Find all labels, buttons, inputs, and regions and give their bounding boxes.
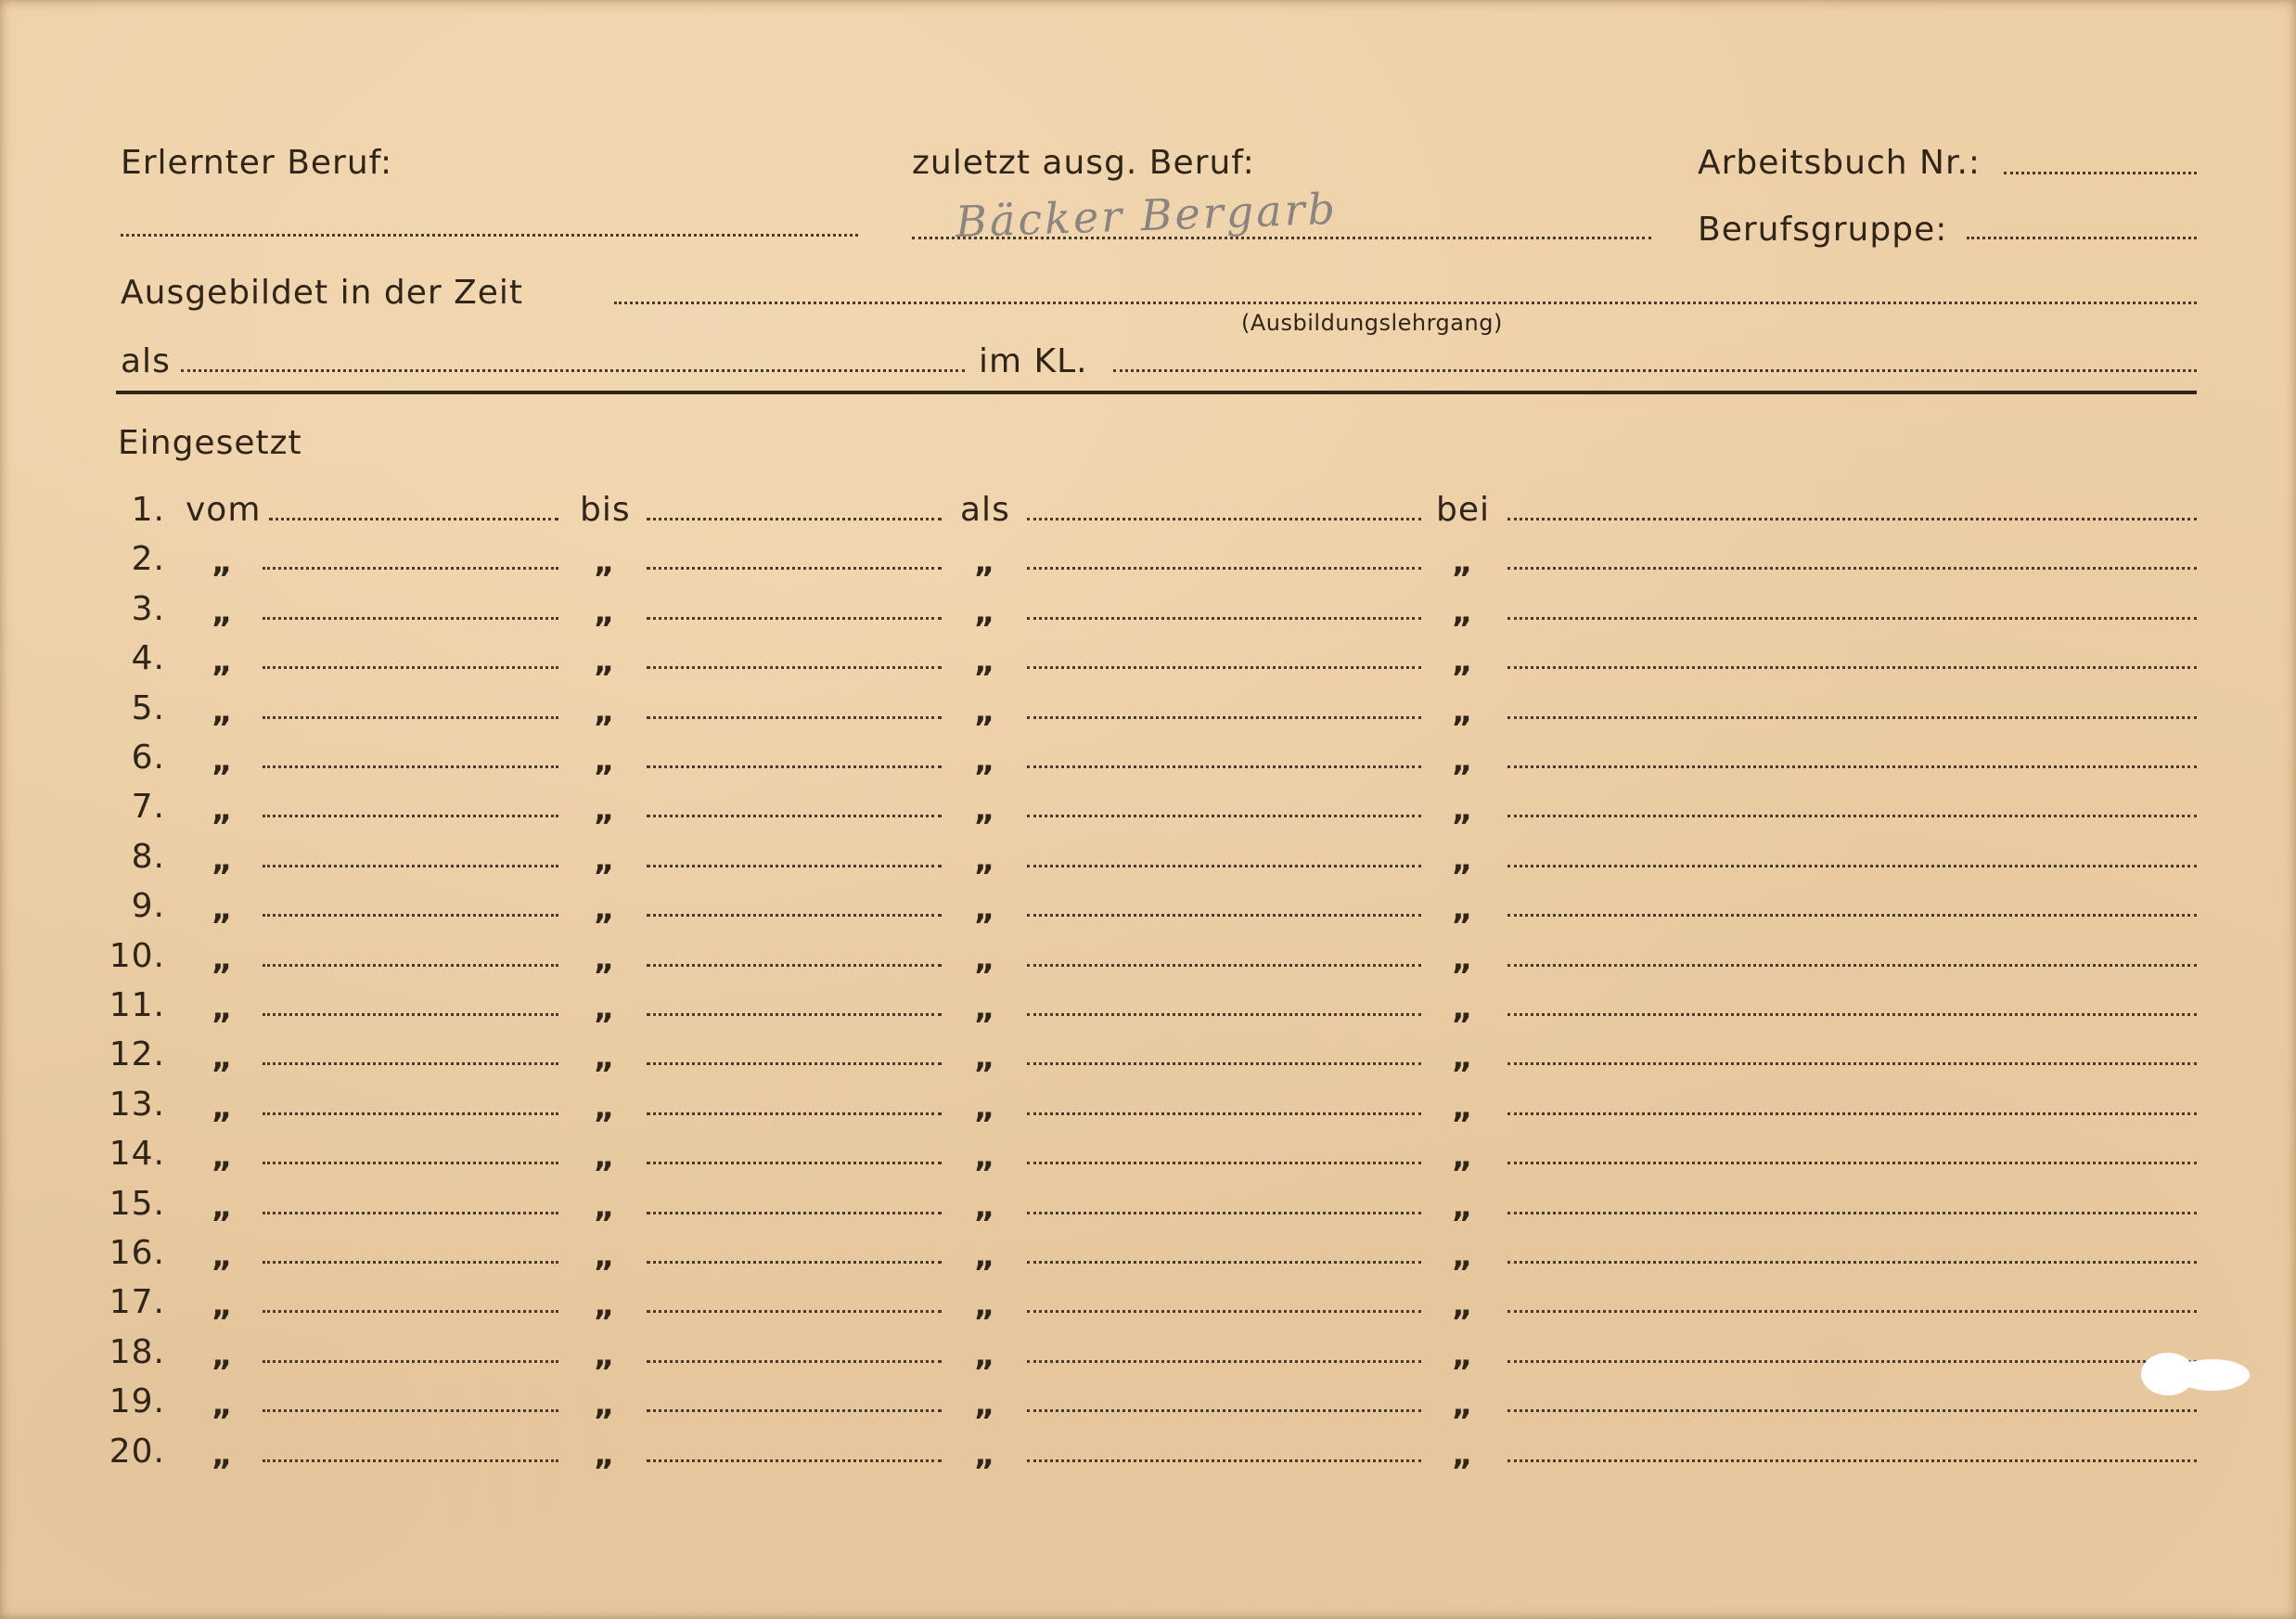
row-number: 6. [131,739,165,777]
ditto-mark: „ [1452,891,1471,928]
ditto-mark: „ [594,693,613,730]
ditto-mark: „ [212,1238,231,1275]
ditto-mark: „ [974,693,994,730]
ditto-mark: „ [974,1386,994,1423]
ditto-mark: „ [212,891,231,928]
vom-field[interactable] [263,815,558,817]
bis-field[interactable] [647,1013,942,1016]
bei-field[interactable] [1507,666,2197,669]
ditto-mark: „ [212,742,231,779]
arbeitsbuch-label: Arbeitsbuch Nr.: [1698,144,1982,182]
bei-field[interactable] [1507,567,2197,570]
ditto-mark: „ [1452,594,1471,631]
ditto-mark: „ [974,643,994,680]
bis-field[interactable] [647,1409,942,1412]
vom-field[interactable] [263,914,558,917]
row-number: 17. [109,1283,165,1321]
bei-field[interactable] [1507,1162,2197,1164]
vom-field[interactable] [263,1112,558,1115]
ditto-mark: „ [212,1436,231,1473]
ditto-mark: „ [212,1189,231,1226]
ditto-mark: „ [594,891,613,928]
ditto-mark: „ [1452,842,1471,879]
ditto-mark: „ [974,990,994,1027]
bei-field[interactable] [1507,1459,2197,1462]
berufsgruppe-label: Berufsgruppe: [1698,211,1948,249]
ditto-mark: „ [974,791,994,829]
ditto-mark: „ [212,594,231,631]
bei-field[interactable] [1507,617,2197,620]
ditto-mark: „ [594,1189,613,1226]
ditto-mark: „ [212,643,231,680]
bis-field[interactable] [647,1360,942,1363]
vom-field[interactable] [263,1013,558,1016]
ditto-mark: „ [974,1337,994,1374]
eingesetzt-heading: Eingesetzt [118,424,302,462]
ditto-mark: „ [212,941,231,978]
vom-field[interactable] [263,765,558,768]
ditto-mark: „ [974,1238,994,1275]
ditto-mark: „ [974,1189,994,1226]
als-field-row[interactable] [1027,1310,1421,1313]
vom-field[interactable] [263,964,558,967]
ditto-mark: „ [974,594,994,631]
ditto-mark: „ [212,990,231,1027]
bis-field[interactable] [647,1062,942,1065]
bis-field[interactable] [647,666,942,669]
ausgebildet-field[interactable] [614,302,2197,304]
als-field-row[interactable] [1027,815,1421,817]
als-field-row[interactable] [1027,1459,1421,1462]
vom-field[interactable] [269,518,558,520]
bei-field[interactable] [1507,1112,2197,1115]
bei-field[interactable] [1507,815,2197,817]
zuletzt-beruf-handwritten-value: Bäcker Bergarb [955,183,1339,248]
ausbildungslehrgang-caption: (Ausbildungslehrgang) [1241,310,1503,336]
als-field-row[interactable] [1027,1212,1421,1214]
row-number: 7. [131,788,165,826]
bei-label: bei [1436,491,1491,529]
row-number: 8. [131,838,165,876]
als-field-row[interactable] [1027,1013,1421,1016]
bis-field[interactable] [647,1261,942,1264]
ditto-mark: „ [974,544,994,581]
als-field-row[interactable] [1027,1360,1421,1363]
vom-field[interactable] [263,567,558,570]
als-field-row[interactable] [1027,716,1421,719]
ditto-mark: „ [974,1039,994,1076]
row-number: 14. [109,1135,165,1173]
bei-field[interactable] [1507,1409,2197,1412]
ditto-mark: „ [1452,941,1471,978]
row-number: 9. [131,887,165,925]
bei-field[interactable] [1507,716,2197,719]
ditto-mark: „ [974,1138,994,1176]
ditto-mark: „ [212,1337,231,1374]
bei-field[interactable] [1507,1360,2197,1363]
ausgebildet-label: Ausgebildet in der Zeit [121,274,524,312]
ditto-mark: „ [212,791,231,829]
als-field-row[interactable] [1027,1409,1421,1412]
bis-field[interactable] [647,765,942,768]
bis-field[interactable] [647,617,942,620]
row-number: 5. [131,689,165,727]
bis-field[interactable] [647,518,942,520]
ditto-mark: „ [212,842,231,879]
bei-field[interactable] [1507,1212,2197,1214]
vom-field[interactable] [263,1212,558,1214]
vom-field[interactable] [263,1360,558,1363]
bis-field[interactable] [647,1459,942,1462]
bis-field[interactable] [647,815,942,817]
bei-field[interactable] [1507,865,2197,867]
im-kl-label: im KL. [979,342,1088,380]
row-number: 13. [109,1086,165,1124]
vom-field[interactable] [263,1459,558,1462]
ditto-mark: „ [212,1287,231,1324]
bei-field[interactable] [1507,1310,2197,1313]
bei-field[interactable] [1507,518,2197,520]
row-number: 16. [109,1234,165,1272]
ditto-mark: „ [1452,1238,1471,1275]
ditto-mark: „ [974,941,994,978]
im-kl-field[interactable] [1113,369,2197,372]
arbeitsbuch-field[interactable] [2004,172,2197,174]
ditto-mark: „ [974,1436,994,1473]
als-field-row[interactable] [1027,964,1421,967]
ditto-mark: „ [1452,1189,1471,1226]
zuletzt-beruf-label: zuletzt ausg. Beruf: [912,144,1255,182]
ditto-mark: „ [594,1436,613,1473]
row-number: 1. [131,491,165,529]
ditto-mark: „ [974,891,994,928]
bis-field[interactable] [647,964,942,967]
ditto-mark: „ [594,1039,613,1076]
erlernter-beruf-field[interactable] [121,234,858,237]
ditto-mark: „ [594,990,613,1027]
ditto-mark: „ [1452,1337,1471,1374]
bei-field[interactable] [1507,1013,2197,1016]
vom-label: vom [186,491,262,529]
ditto-mark: „ [594,742,613,779]
bis-field[interactable] [647,1212,942,1214]
ditto-mark: „ [1452,791,1471,829]
ditto-mark: „ [212,693,231,730]
ditto-mark: „ [594,1337,613,1374]
ditto-mark: „ [594,791,613,829]
bis-field[interactable] [647,1310,942,1313]
bis-field[interactable] [647,1162,942,1164]
row-number: 11. [109,986,165,1024]
als-field-row[interactable] [1027,914,1421,917]
vom-field[interactable] [263,1062,558,1065]
ditto-mark: „ [1452,1386,1471,1423]
ditto-mark: „ [594,1138,613,1176]
row-number: 12. [109,1035,165,1073]
ditto-mark: „ [594,1238,613,1275]
ditto-mark: „ [594,1089,613,1126]
als-field[interactable] [181,369,965,372]
bis-field[interactable] [647,567,942,570]
als-field-row[interactable] [1027,765,1421,768]
als-field-row[interactable] [1027,1062,1421,1065]
als-field-row[interactable] [1027,666,1421,669]
bis-field[interactable] [647,1112,942,1115]
row-number: 18. [109,1333,165,1371]
punch-hole-tear [2175,1359,2250,1391]
vom-field[interactable] [263,666,558,669]
erlernter-beruf-label: Erlernter Beruf: [121,144,393,182]
vom-field[interactable] [263,1310,558,1313]
ditto-mark: „ [212,1386,231,1423]
vom-field[interactable] [263,617,558,620]
row-number: 2. [131,540,165,578]
vom-field[interactable] [263,716,558,719]
ditto-mark: „ [1452,1039,1471,1076]
ditto-mark: „ [1452,1089,1471,1126]
row-number: 3. [131,590,165,628]
ditto-mark: „ [212,1089,231,1126]
vom-field[interactable] [263,865,558,867]
als-field-row[interactable] [1027,617,1421,620]
ditto-mark: „ [1452,742,1471,779]
ditto-mark: „ [1452,544,1471,581]
ditto-mark: „ [974,1287,994,1324]
ditto-mark: „ [212,1138,231,1176]
bei-field[interactable] [1507,765,2197,768]
ditto-mark: „ [974,1089,994,1126]
vom-field[interactable] [263,1162,558,1164]
row-number: 20. [109,1433,165,1471]
ditto-mark: „ [212,544,231,581]
ditto-mark: „ [594,941,613,978]
ditto-mark: „ [1452,1138,1471,1176]
als-field-row[interactable] [1027,518,1421,520]
row-number: 4. [131,639,165,677]
als-field-row[interactable] [1027,1261,1421,1264]
row-number: 15. [109,1185,165,1223]
zuletzt-beruf-field[interactable] [912,237,1651,239]
ditto-mark: „ [1452,693,1471,730]
row-number: 19. [109,1382,165,1420]
als-field-row[interactable] [1027,567,1421,570]
als-col-label: als [960,491,1010,529]
ditto-mark: „ [594,1287,613,1324]
ditto-mark: „ [594,643,613,680]
ditto-mark: „ [594,842,613,879]
als-label: als [121,342,171,380]
bei-field[interactable] [1507,1261,2197,1264]
bis-field[interactable] [647,716,942,719]
ditto-mark: „ [594,1386,613,1423]
bis-field[interactable] [647,914,942,917]
bei-field[interactable] [1507,1062,2197,1065]
ditto-mark: „ [594,544,613,581]
ditto-mark: „ [1452,990,1471,1027]
als-field-row[interactable] [1027,1162,1421,1164]
vom-field[interactable] [263,1261,558,1264]
als-field-row[interactable] [1027,1112,1421,1115]
als-field-row[interactable] [1027,865,1421,867]
bei-field[interactable] [1507,914,2197,917]
bei-field[interactable] [1507,964,2197,967]
bis-field[interactable] [647,865,942,867]
vom-field[interactable] [263,1409,558,1412]
ditto-mark: „ [974,742,994,779]
ditto-mark: „ [1452,1287,1471,1324]
ditto-mark: „ [594,594,613,631]
berufsgruppe-field[interactable] [1967,237,2197,239]
ditto-mark: „ [974,842,994,879]
bis-label: bis [580,491,631,529]
ditto-mark: „ [1452,1436,1471,1473]
section-divider [116,391,2197,394]
ditto-mark: „ [212,1039,231,1076]
row-number: 10. [109,937,165,975]
ditto-mark: „ [1452,643,1471,680]
